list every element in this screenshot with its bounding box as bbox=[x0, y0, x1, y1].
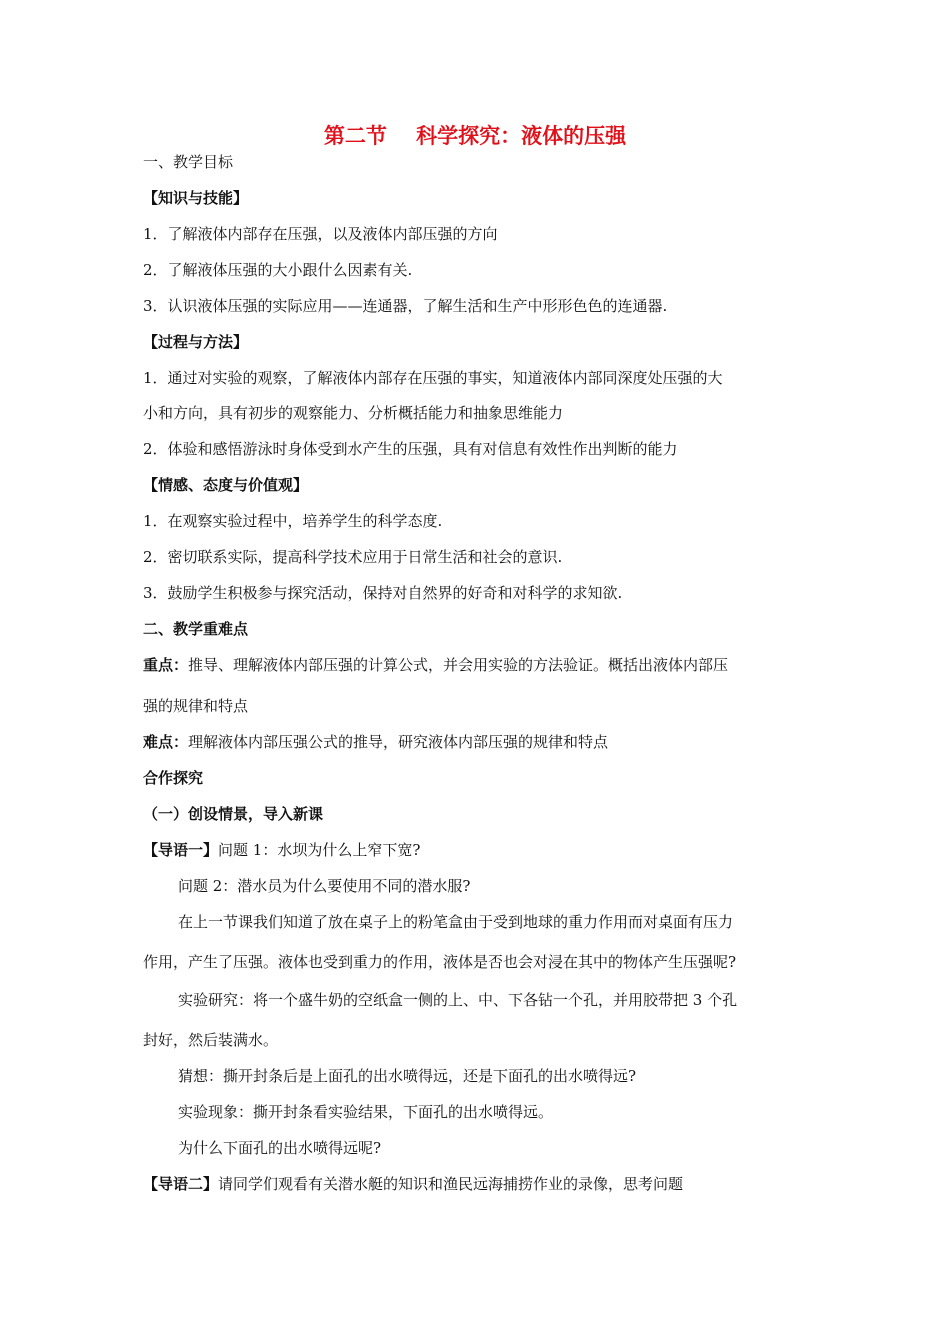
document-title: 第二节 科学探究：液体的压强 bbox=[323, 124, 627, 148]
emotion-item-3: 3．鼓励学生积极参与探究活动，保持对自然界的好奇和对科学的求知欲. bbox=[143, 584, 623, 602]
guide-2-text: 请同学们观看有关潜水艇的知识和渔民远海捕捞作业的录像，思考问题 bbox=[218, 1175, 684, 1193]
process-item-1-line-2: 小和方向，具有初步的观察能力、分析概括能力和抽象思维能力 bbox=[143, 404, 564, 422]
section-heading-goals: 一、教学目标 bbox=[143, 153, 234, 171]
section-heading-key-points: 二、教学重难点 bbox=[143, 620, 249, 638]
emotion-item-1: 1．在观察实验过程中，培养学生的科学态度. bbox=[143, 512, 443, 530]
key-point-label: 重点： bbox=[143, 656, 189, 674]
heading-cooperation: 合作探究 bbox=[143, 769, 204, 787]
guide-1-question-1: 问题 1：水坝为什么上窄下宽? bbox=[218, 841, 421, 859]
heading-process: 【过程与方法】 bbox=[143, 333, 249, 351]
key-point-text: 推导、理解液体内部压强的计算公式，并会用实验的方法验证。概括出液体内部压 bbox=[188, 656, 729, 674]
key-point-line-1 bbox=[143, 655, 728, 675]
paragraph-2-line-2: 封好，然后装满水。 bbox=[143, 1031, 279, 1049]
difficult-point bbox=[143, 732, 608, 752]
guide-1-question-2: 问题 2：潜水员为什么要使用不同的潜水服? bbox=[178, 877, 471, 895]
knowledge-item-2: 2．了解液体压强的大小跟什么因素有关. bbox=[143, 261, 413, 279]
guide-1-label: 【导语一】 bbox=[143, 841, 219, 859]
guide-1 bbox=[143, 840, 420, 860]
process-item-2: 2．体验和感悟游泳时身体受到水产生的压强，具有对信息有效性作出判断的能力 bbox=[143, 440, 678, 458]
phenomenon-text: 实验现象：撕开封条看实验结果，下面孔的出水喷得远。 bbox=[178, 1103, 554, 1121]
paragraph-2-line-1: 实验研究：将一个盛牛奶的空纸盒一侧的上、中、下各钻一个孔，并用胶带把 3 个孔 bbox=[178, 991, 738, 1009]
heading-emotion: 【情感、态度与价值观】 bbox=[143, 476, 309, 494]
why-question: 为什么下面孔的出水喷得远呢? bbox=[178, 1139, 382, 1157]
key-point-line-2: 强的规律和特点 bbox=[143, 697, 249, 715]
difficult-point-label: 难点： bbox=[143, 733, 189, 751]
heading-knowledge: 【知识与技能】 bbox=[143, 189, 249, 207]
subheading-scenario: （一）创设情景，导入新课 bbox=[143, 805, 324, 823]
guide-2 bbox=[143, 1174, 683, 1194]
knowledge-item-1: 1．了解液体内部存在压强，以及液体内部压强的方向 bbox=[143, 225, 498, 243]
difficult-point-text: 理解液体内部压强公式的推导，研究液体内部压强的规律和特点 bbox=[188, 733, 609, 751]
guess-text: 猜想：撕开封条后是上面孔的出水喷得远，还是下面孔的出水喷得远? bbox=[178, 1067, 637, 1085]
emotion-item-2: 2．密切联系实际，提高科学技术应用于日常生活和社会的意识. bbox=[143, 548, 563, 566]
process-item-1-line-1: 1．通过对实验的观察，了解液体内部存在压强的事实，知道液体内部同深度处压强的大 bbox=[143, 369, 723, 387]
paragraph-1-line-2: 作用，产生了压强。液体也受到重力的作用，液体是否也会对浸在其中的物体产生压强呢? bbox=[143, 953, 737, 971]
guide-2-label: 【导语二】 bbox=[143, 1175, 219, 1193]
paragraph-1-line-1: 在上一节课我们知道了放在桌子上的粉笔盒由于受到地球的重力作用而对桌面有压力 bbox=[178, 913, 734, 931]
knowledge-item-3: 3．认识液体压强的实际应用——连通器，了解生活和生产中形形色色的连通器. bbox=[143, 297, 668, 315]
